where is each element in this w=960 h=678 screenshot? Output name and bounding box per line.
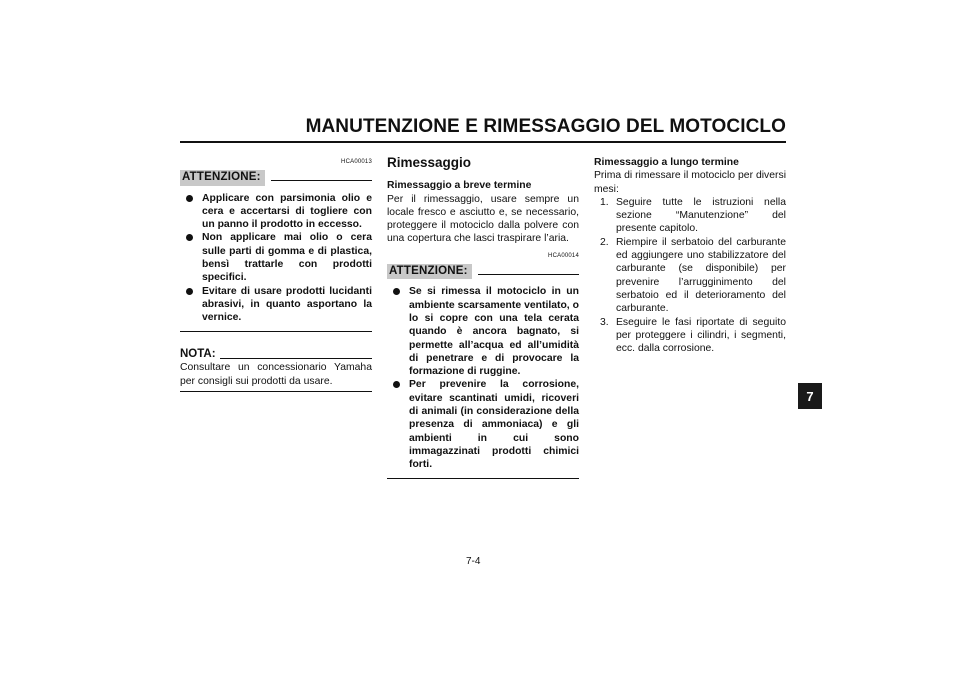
- attention-rule: [478, 274, 579, 275]
- bullet-icon: [186, 288, 193, 295]
- bullet-icon: [393, 381, 400, 388]
- list-item: [594, 196, 786, 236]
- bullet-text: Applicare con parsimonia olio e cera e accertarsi di togliere con un panno il prodotto in eccesso.: [202, 192, 372, 231]
- attention-header: [180, 170, 372, 185]
- nota-rule: [220, 358, 372, 359]
- step-number: 1.: [600, 196, 609, 208]
- attention-end-rule: [180, 331, 372, 333]
- bullet-icon: [186, 234, 193, 241]
- chapter-tab: 7: [798, 383, 822, 409]
- long-term-intro: Prima di rimessare il motociclo per diversi mesi:: [594, 170, 786, 195]
- step-text: Seguire tutte le istruzioni nella sezione “Manutenzione” del presente capitolo.: [616, 196, 786, 235]
- nota-label: NOTA:: [180, 348, 216, 361]
- list-item: [180, 231, 372, 284]
- list-item: [387, 378, 579, 471]
- column-right: [594, 156, 786, 355]
- section-title: Rimessaggio: [387, 155, 472, 170]
- attention-header: [387, 264, 579, 279]
- page-header-title: MANUTENZIONE E RIMESSAGGIO DEL MOTOCICLO: [305, 116, 786, 137]
- short-term-heading: Rimessaggio a breve termine: [387, 180, 532, 192]
- nota-end-rule: [180, 391, 372, 392]
- attention-bullet-list: [180, 192, 372, 325]
- nota-text: Consultare un concessionario Yamaha per consigli sui prodotti da usare.: [180, 362, 372, 387]
- nota-header: [180, 348, 372, 361]
- step-text: Eseguire le fasi riportate di seguito per proteggere i cilindri, i segmenti, ecc. dalla corrosione.: [616, 316, 786, 355]
- column-middle: [387, 156, 579, 479]
- short-term-text: Per il rimessaggio, usare sempre un locale fresco e asciutto e, se necessario, proteggere il motociclo dalla polvere con una copertura che lasci traspirare l’aria.: [387, 193, 579, 245]
- list-item: [180, 192, 372, 232]
- attention-label: ATTENZIONE:: [387, 264, 472, 279]
- attention-rule: [271, 180, 372, 181]
- bullet-icon: [393, 288, 400, 295]
- attention-bullet-list: [387, 285, 579, 471]
- page-number: 7-4: [466, 556, 481, 567]
- step-text: Riempire il serbatoio del carburante ed aggiungere uno stabilizzatore del carburante (se disponibile) per prevenire l’arrugginimento del serbatoio ed il deterioramento del carburante.: [616, 236, 786, 315]
- long-term-heading: Rimessaggio a lungo termine: [594, 157, 739, 168]
- bullet-text: Non applicare mai olio o cera sulle parti di gomma e di plastica, bensì trattarle con prodotti specifici.: [202, 232, 372, 284]
- step-number: 2.: [600, 236, 609, 248]
- bullet-text: Evitare di usare prodotti lucidanti abrasivi, in quanto asportano la vernice.: [202, 285, 372, 324]
- bullet-text: Se si rimessa il motociclo in un ambiente scarsamente ventilato, o lo si copre con una tela cerata quando è ancora bagnato, si permette all’acqua ed all’umidità di penetrare e di provocare la formazione di ruggine.: [409, 286, 579, 378]
- list-item: [594, 316, 786, 356]
- bullet-text: Per prevenire la corrosione, evitare scantinati umidi, ricoveri di animali (in considerazione della presenza di ammoniaca) e gli ambienti in cui sono immagazzinati prodotti chimici forti.: [409, 379, 579, 471]
- list-item: [387, 285, 579, 378]
- attention-end-rule: [387, 478, 579, 480]
- reference-code: HCA00013: [341, 159, 372, 165]
- attention-label: ATTENZIONE:: [180, 170, 265, 185]
- bullet-icon: [186, 195, 193, 202]
- header-rule: [180, 141, 786, 143]
- column-left: [180, 156, 372, 392]
- steps-list: [594, 196, 786, 356]
- step-number: 3.: [600, 316, 609, 328]
- list-item: [594, 236, 786, 316]
- list-item: [180, 285, 372, 325]
- reference-code: HCA00014: [548, 252, 579, 259]
